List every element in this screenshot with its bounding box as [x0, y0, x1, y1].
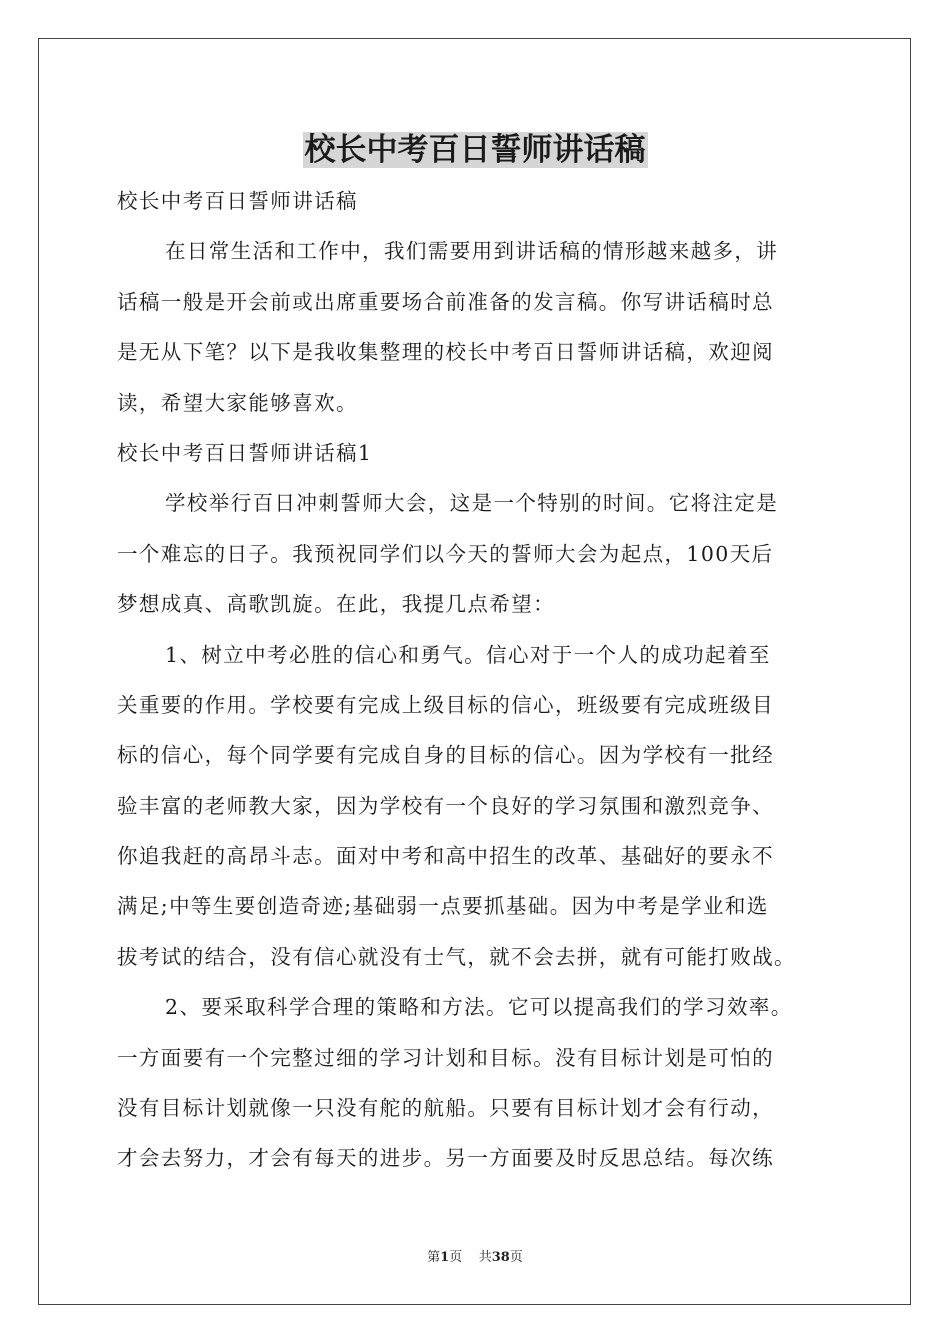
- footer-page-suffix: 页: [449, 1250, 463, 1265]
- body-line: 梦想成真、高歌凯旋。在此，我提几点希望：: [117, 592, 555, 617]
- body-line: 在日常生活和工作中，我们需要用到讲话稿的情形越来越多，讲: [165, 239, 779, 264]
- body-line: 满足;中等生要创造奇迹;基础弱一点要抓基础。因为中考是学业和选: [117, 894, 769, 919]
- footer-page-prefix: 第: [427, 1250, 441, 1265]
- body-line: 一方面要有一个完整过细的学习计划和目标。没有目标计划是可怕的: [117, 1045, 774, 1070]
- footer-total-suffix: 页: [509, 1250, 523, 1265]
- document-title: [0, 128, 950, 172]
- body-line: 验丰富的老师教大家，因为学校有一个良好的学习氛围和激烈竞争、: [117, 793, 774, 818]
- body-line: 关重要的作用。学校要有完成上级目标的信心，班级要有完成班级目: [117, 692, 774, 717]
- footer-page-total: 38: [491, 1250, 510, 1265]
- body-line: 校长中考百日誓师讲话稿1: [117, 440, 373, 465]
- body-line: 学校举行百日冲刺誓师大会，这是一个特别的时间。它将注定是: [165, 491, 779, 516]
- body-line: 读，希望大家能够喜欢。: [117, 390, 358, 415]
- body-line: 拔考试的结合，没有信心就没有士气，就不会去拼，就有可能打败战。: [117, 944, 796, 969]
- body-line: 标的信心，每个同学要有完成自身的目标的信心。因为学校有一批经: [117, 743, 774, 768]
- document-body: [117, 176, 837, 1184]
- footer-total-prefix: 共: [478, 1250, 492, 1265]
- footer-page-current: 1: [440, 1250, 450, 1265]
- page-footer: [0, 1246, 950, 1265]
- body-line: 2、要采取科学合理的策略和方法。它可以提高我们的学习效率。: [165, 995, 793, 1020]
- body-line: 没有目标计划就像一只没有舵的航船。只要有目标计划才会有行动，: [117, 1096, 774, 1121]
- body-line: 才会去努力，才会有每天的进步。另一方面要及时反思总结。每次练: [117, 1146, 774, 1171]
- body-line: 话稿一般是开会前或出席重要场合前准备的发言稿。你写讲话稿时总: [117, 289, 774, 314]
- body-line: 是无从下笔？以下是我收集整理的校长中考百日誓师讲话稿，欢迎阅: [117, 340, 774, 365]
- document-title-text: 校长中考百日誓师讲话稿: [304, 132, 646, 168]
- body-line: 你追我赶的高昂斗志。面对中考和高中招生的改革、基础好的要永不: [117, 844, 774, 869]
- body-line: 一个难忘的日子。我预祝同学们以今天的誓师大会为起点，100天后: [117, 541, 774, 566]
- body-line: 校长中考百日誓师讲话稿: [117, 189, 358, 213]
- body-line: 1、树立中考必胜的信心和勇气。信心对于一个人的成功起着至: [165, 642, 771, 667]
